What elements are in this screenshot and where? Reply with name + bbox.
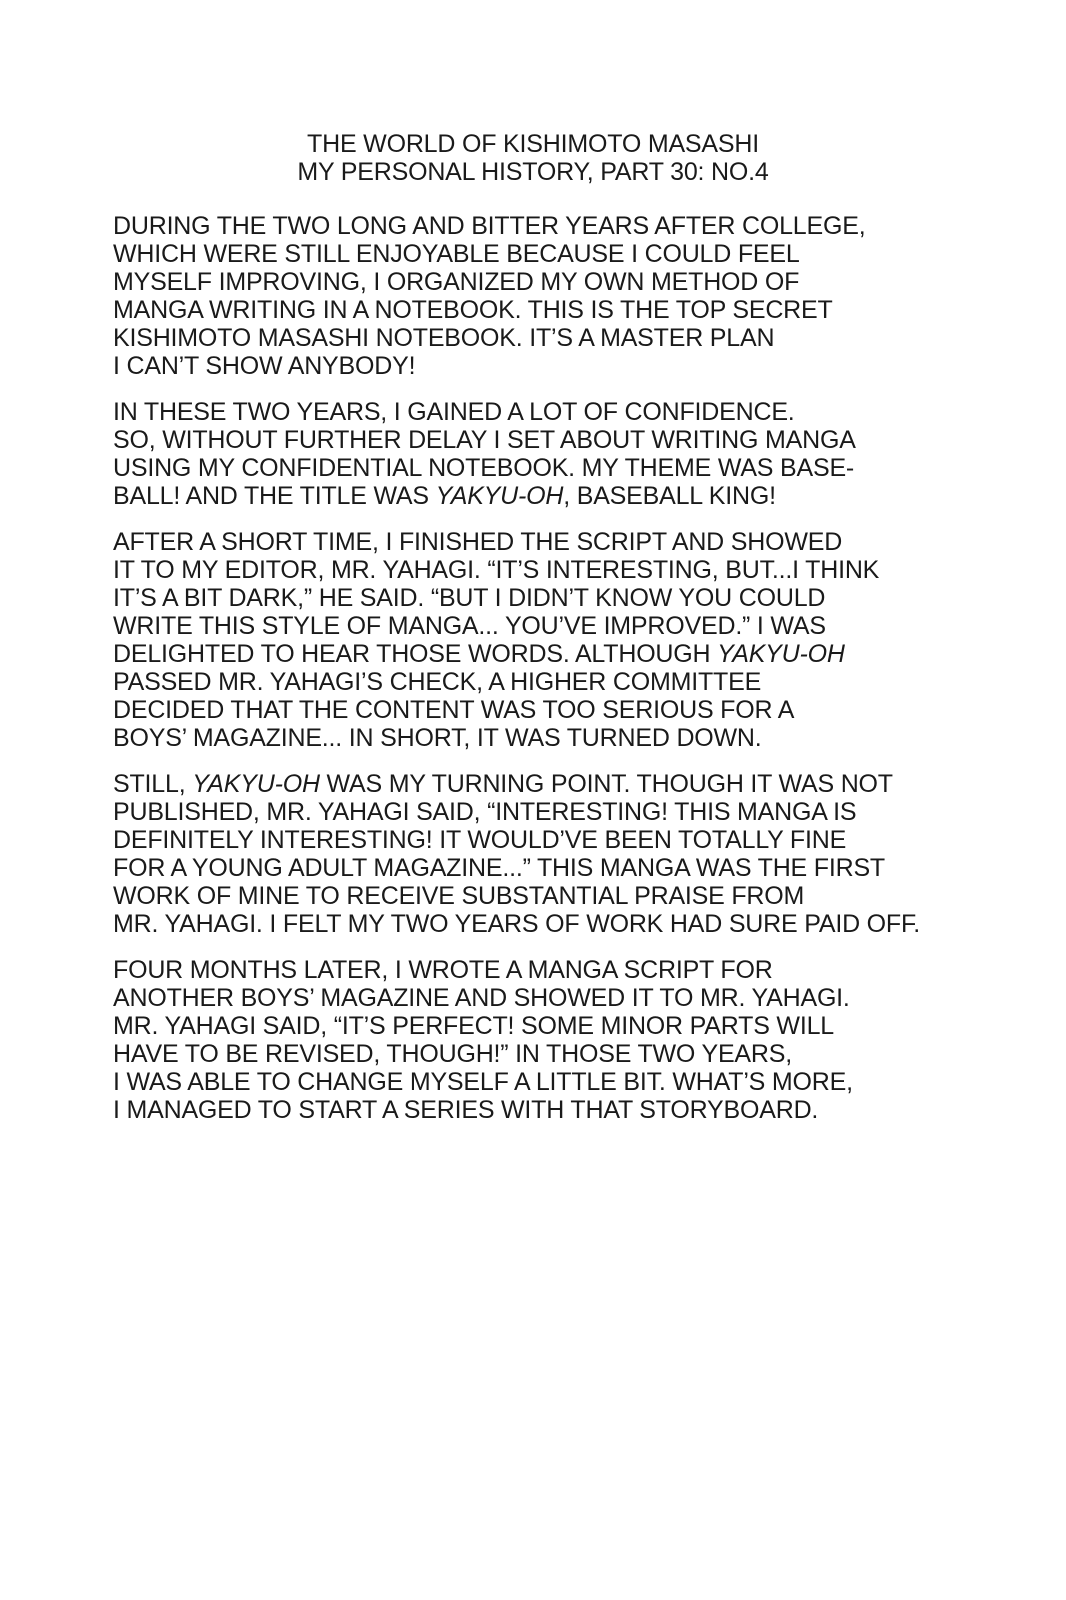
text-line: I WAS ABLE TO CHANGE MYSELF A LITTLE BIT. WHAT’S MORE, xyxy=(113,1068,853,1096)
page-title-line-1: THE WORLD OF KISHIMOTO MASASHI xyxy=(307,130,759,158)
text-line: AFTER A SHORT TIME, I FINISHED THE SCRIPT AND SHOWED xyxy=(113,528,843,556)
text-line: MANGA WRITING IN A NOTEBOOK. THIS IS THE TOP SECRET xyxy=(113,296,833,324)
text-line: HAVE TO BE REVISED, THOUGH!” IN THOSE TWO YEARS, xyxy=(113,1040,792,1068)
text-line: BOYS’ MAGAZINE... IN SHORT, IT WAS TURNED DOWN. xyxy=(113,724,762,752)
text-line: IN THESE TWO YEARS, I GAINED A LOT OF CONFIDENCE. xyxy=(113,398,795,426)
text-line: DELIGHTED TO HEAR THOSE WORDS. ALTHOUGH YAKYU-OH xyxy=(113,640,845,668)
italic-title-text: YAKYU-OH xyxy=(192,770,320,798)
text-line: WRITE THIS STYLE OF MANGA... YOU’VE IMPROVED.” I WAS xyxy=(113,612,826,640)
text-line: MR. YAHAGI SAID, “IT’S PERFECT! SOME MINOR PARTS WILL xyxy=(113,1012,834,1040)
text-line: IT’S A BIT DARK,” HE SAID. “BUT I DIDN’T KNOW YOU COULD xyxy=(113,584,826,612)
text-line: I MANAGED TO START A SERIES WITH THAT STORYBOARD. xyxy=(113,1096,819,1124)
text-line: FOR A YOUNG ADULT MAGAZINE...” THIS MANGA WAS THE FIRST xyxy=(113,854,885,882)
text-line: FOUR MONTHS LATER, I WROTE A MANGA SCRIPT FOR xyxy=(113,956,773,984)
paragraph xyxy=(113,398,963,510)
text-line: SO, WITHOUT FURTHER DELAY I SET ABOUT WRITING MANGA xyxy=(113,426,856,454)
text-line: KISHIMOTO MASASHI NOTEBOOK. IT’S A MASTER PLAN xyxy=(113,324,775,352)
page-title xyxy=(0,130,1066,186)
page-title-line-2: MY PERSONAL HISTORY, PART 30: NO.4 xyxy=(297,158,769,186)
text-line: WHICH WERE STILL ENJOYABLE BECAUSE I COULD FEEL xyxy=(113,240,800,268)
text-line: PASSED MR. YAHAGI’S CHECK, A HIGHER COMMITTEE xyxy=(113,668,762,696)
text-line: MR. YAHAGI. I FELT MY TWO YEARS OF WORK HAD SURE PAID OFF. xyxy=(113,910,921,938)
text-line: ANOTHER BOYS’ MAGAZINE AND SHOWED IT TO MR. YAHAGI. xyxy=(113,984,850,1012)
paragraph xyxy=(113,212,963,380)
paragraph xyxy=(113,528,963,752)
text-line: DEFINITELY INTERESTING! IT WOULD’VE BEEN TOTALLY FINE xyxy=(113,826,847,854)
italic-title-text: YAKYU-OH xyxy=(435,482,564,510)
text-line: PUBLISHED, MR. YAHAGI SAID, “INTERESTING! THIS MANGA IS xyxy=(113,798,857,826)
text-line: DECIDED THAT THE CONTENT WAS TOO SERIOUS FOR A xyxy=(113,696,795,724)
paragraph xyxy=(113,956,963,1124)
article-body xyxy=(113,212,963,1124)
text-line: DURING THE TWO LONG AND BITTER YEARS AFTER COLLEGE, xyxy=(113,212,866,240)
text-line: STILL, YAKYU-OH WAS MY TURNING POINT. THOUGH IT WAS NOT xyxy=(113,770,893,798)
text-line: MYSELF IMPROVING, I ORGANIZED MY OWN METHOD OF xyxy=(113,268,800,296)
text-line: BALL! AND THE TITLE WAS YAKYU-OH, BASEBALL KING! xyxy=(113,482,776,510)
paragraph xyxy=(113,770,963,938)
text-line: IT TO MY EDITOR, MR. YAHAGI. “IT’S INTERESTING, BUT...I THINK xyxy=(113,556,880,584)
text-line: USING MY CONFIDENTIAL NOTEBOOK. MY THEME WAS BASE- xyxy=(113,454,855,482)
italic-title-text: YAKYU-OH xyxy=(717,640,845,668)
text-line: WORK OF MINE TO RECEIVE SUBSTANTIAL PRAISE FROM xyxy=(113,882,805,910)
text-line: I CAN’T SHOW ANYBODY! xyxy=(113,352,416,380)
